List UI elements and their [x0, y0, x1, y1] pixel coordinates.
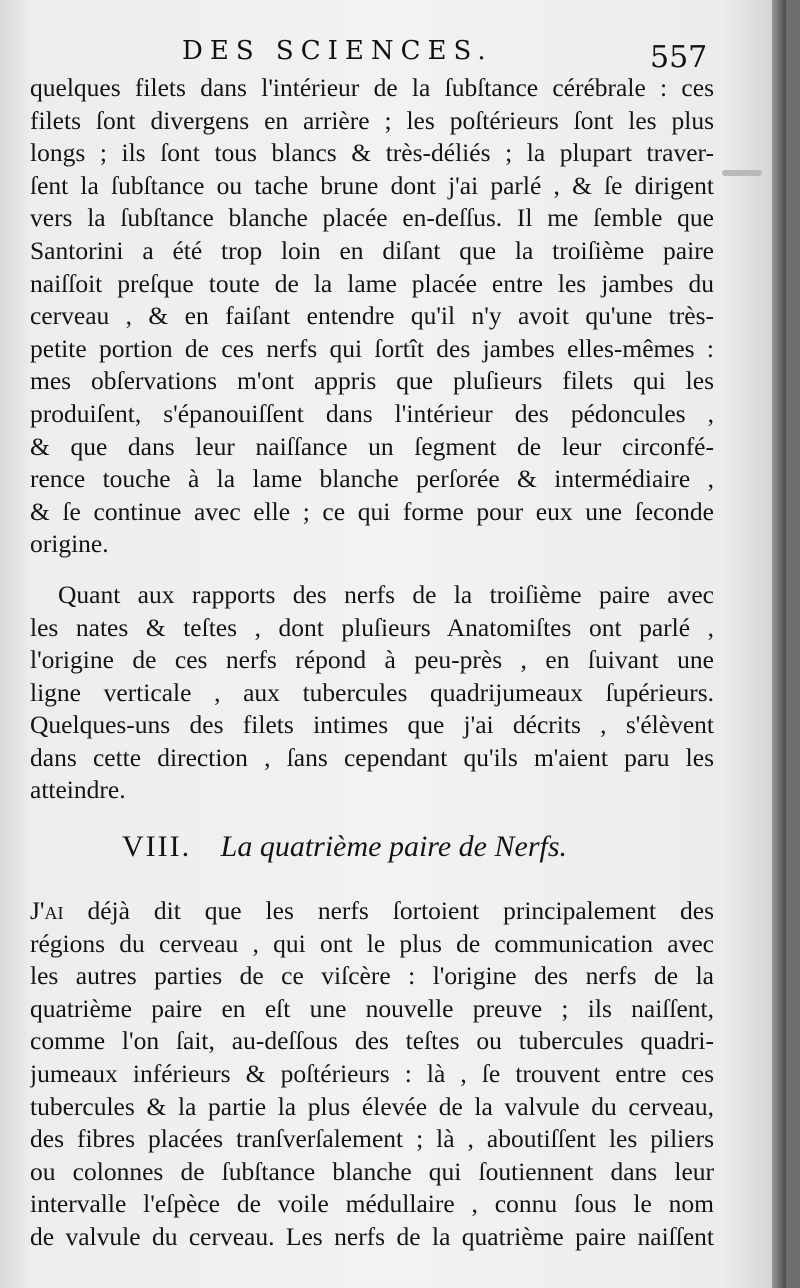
paragraph-1 — [30, 72, 714, 561]
text-line: petite portion de ces nerfs qui ſortît des jambes elles-mêmes : — [30, 333, 714, 363]
text-line: intervalle l'eſpèce de voile médullaire , connu ſous le nom — [30, 1189, 714, 1219]
text-line — [30, 895, 714, 928]
text-line: jumeaux inférieurs & poſtérieurs : là , ſe trouvent entre ces — [30, 1059, 714, 1089]
text-line: produiſent, s'épanouiſſent dans l'intérieur des pédoncules , — [30, 398, 714, 428]
text-line: mes obſervations m'ont appris que pluſieurs filets qui les — [30, 366, 714, 396]
text-line: régions du cerveau , qui ont le plus de communication avec — [30, 928, 714, 958]
paragraph-2 — [30, 579, 714, 807]
page-edge-shadow — [772, 0, 786, 1288]
page-number: 557 — [650, 40, 708, 75]
text-line: Quant aux rapports des nerfs de la troiſième paire avec — [58, 579, 714, 609]
text-line: naiſſoit preſque toute de la lame placée entre les jambes du — [30, 268, 714, 298]
text-line: & ſe continue avec elle ; ce qui forme pour eux une ſeconde — [30, 496, 714, 526]
first-line-rest: déjà dit que les nerfs ſortoient principalement des — [63, 896, 714, 926]
lead-small-caps: J'ai — [30, 896, 64, 926]
text-line: ſent la ſubſtance ou tache brune dont j'ai parlé , & ſe dirigent — [30, 170, 714, 200]
text-line: les nates & teſtes , dont pluſieurs Anatomiſtes ont parlé , — [30, 612, 714, 642]
text-line: origine. — [30, 529, 109, 559]
text-line: vers la ſubſtance blanche placée en-deſſus. Il me ſemble que — [30, 203, 714, 233]
section-title: La quatrième paire de Nerfs. — [220, 830, 568, 864]
text-line: des fibres placées tranſverſalement ; là , aboutiſſent les piliers — [30, 1124, 714, 1154]
text-line: filets ſont divergens en arrière ; les poſtérieurs ſont les plus — [30, 105, 714, 135]
text-line: Santorini a été trop loin en diſant que la troiſième paire — [30, 235, 714, 265]
text-line: l'origine de ces nerfs répond à peu-près , en ſuivant une — [30, 645, 714, 675]
text-line: les autres parties de ce viſcère : l'origine des nerfs de la — [30, 961, 714, 991]
text-line: longs ; ils ſont tous blancs & très-déliés ; la plupart traver- — [30, 138, 714, 168]
running-head: DES SCIENCES. — [182, 36, 493, 66]
text-line: rence touche à la lame blanche perſorée & intermédiaire , — [30, 464, 714, 494]
text-line: & que dans leur naiſſance un ſegment de leur circonfé- — [30, 431, 714, 461]
text-line: cerveau , & en faiſant entendre qu'il n'y avoit qu'une très- — [30, 301, 714, 331]
text-line: ligne verticale , aux tubercules quadrijumeaux ſupérieurs. — [30, 677, 714, 707]
text-line: quatrième paire en eſt une nouvelle preuve ; ils naiſſent, — [30, 993, 714, 1023]
paragraph-3 — [30, 895, 714, 1254]
section-heading — [30, 821, 714, 873]
paragraph-gap — [30, 561, 714, 579]
text-line: atteindre. — [30, 775, 126, 805]
text-line: Quelques-uns des filets intimes que j'ai décrits , s'élèvent — [30, 710, 714, 740]
text-line: dans cette direction , ſans cependant qu'ils m'aient paru les — [30, 742, 714, 772]
page-header — [0, 30, 786, 75]
text-line: ou colonnes de ſubſtance blanche qui ſoutiennent dans leur — [30, 1156, 714, 1186]
section-numeral: VIII. — [122, 830, 192, 864]
ink-mark — [722, 170, 762, 176]
text-line: quelques filets dans l'intérieur de la ſubſtance cérébrale : ces — [30, 73, 714, 102]
text-line: tubercules & la partie la plus élevée de la valvule du cerveau, — [30, 1091, 714, 1121]
text-line: comme l'on ſait, au-deſſous des teſtes ou tubercules quadri- — [30, 1026, 714, 1056]
body-text — [30, 72, 714, 1254]
text-line: de valvule du cerveau. Les nerfs de la quatrième paire naiſſent — [30, 1222, 714, 1251]
